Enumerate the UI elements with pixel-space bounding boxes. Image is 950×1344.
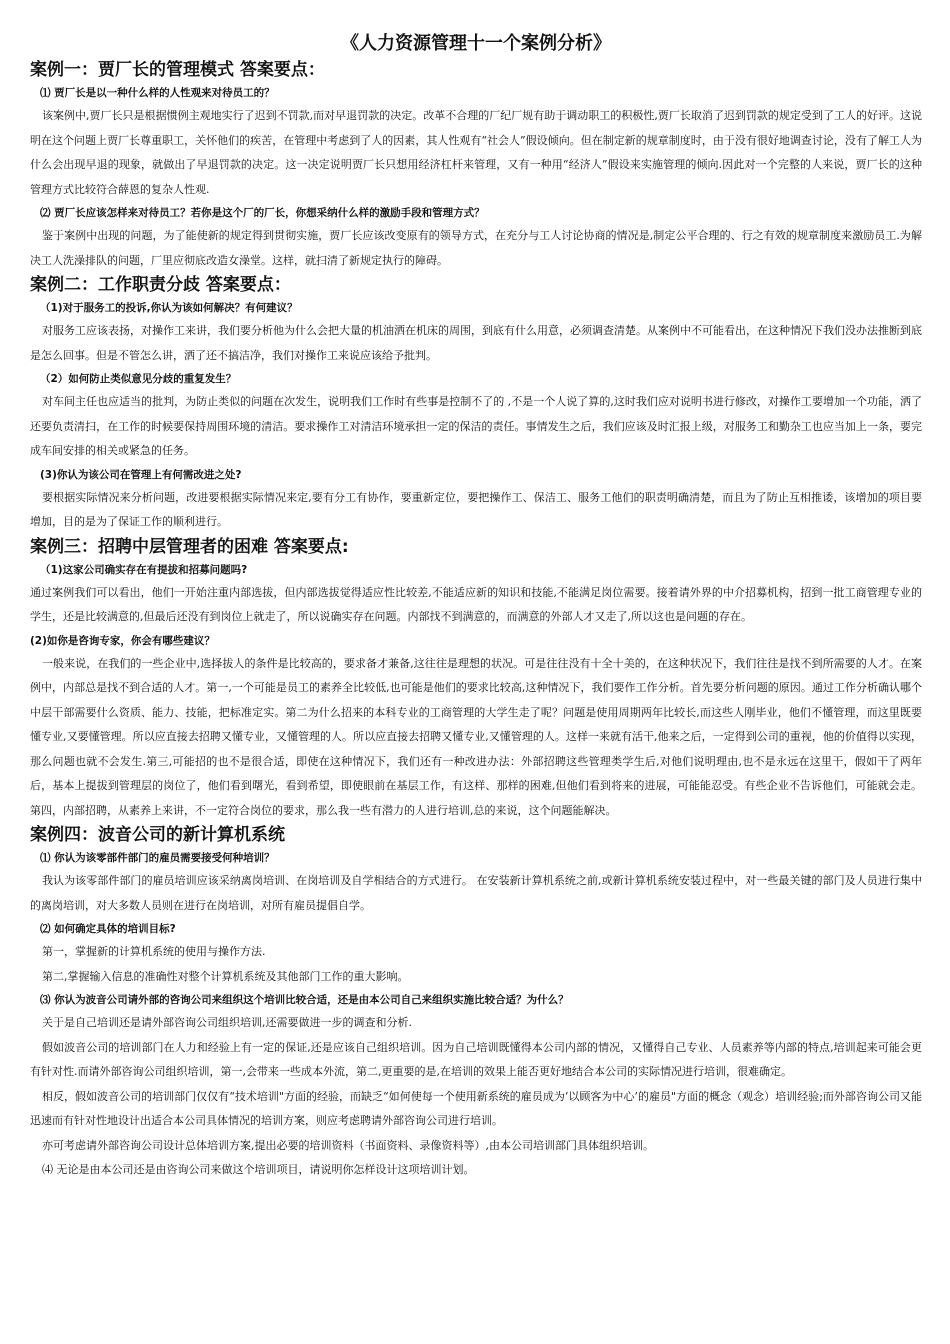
case-3-question-1: （1)这家公司确实存在有提拔和招募问题吗? — [40, 563, 248, 576]
case-1-question-2: ⑵ 贾厂长应该怎样来对待员工？若你是这个厂的厂长，你想采纳什么样的激励手段和管理方式？ — [40, 207, 485, 219]
document-page — [30, 32, 922, 1183]
case-2-answer-1: 对服务工应该表扬，对操作工来讲，我们要分析他为什么会把大量的机油洒在机床的周围，到底有什么用意，必须调查清楚。从案例中不可能看出，在这种情况下我们没办法推断到底是怎么回事。但是不管怎么讲，洒了还不搞洁净，我们对操作工来说应该给予批判。 — [30, 324, 922, 362]
case-3-answer-2: 一般来说，在我们的一些企业中,选择拔人的条件是比较高的，要求备才兼备,这往往是理想的状况。可是往往没有十全十美的，在这种状况下，我们往往是找不到所需要的人才。在案例中，内部总是找不到合适的人才。第一,一个可能是员工的素养全比较低,也可能是他们的要求比较高,这种情况下，我们要作工作分析。首先要分析问题的原因。通过工作分析确认哪个中层干部需要什么资质、能力、技能，把标准定实。第二为什么招来的本科专业的工商管理的大学生走了呢？问题是使用周期两年比较长,而这些人刚毕业，他们不懂管理，而这里既要懂专业,又要懂管理。所以应直接去招聘又懂专业，又懂管理的人。所以应直接去招聘又懂专业,又懂管理的人。这样一来就有活干,他来之后，一定得到公司的重视，他的价值得以实现，那么问题也就不会发生.第三,可能招的也不是很合适，即使在这种情况下，我们还有一种改进办法：外部招聘这些管理类学生后,对他们说明理由,也不是永远在这里干，假如干了两年后，基本上提拔到管理层的岗位了，他们看到曙光，看到希望，即使眼前在基层工作，有这样、那样的困难,但他们看到将来的进展，可能能忍受。有些企业不告诉他们，可能就会走。第四，内部招聘，从素养上来讲，不一定符合岗位的要求，那么我一些有潜力的人进行培训,总的来说，这个问题能解决。 — [30, 656, 922, 817]
case-4-answer-2b: 第二,掌握输入信息的准确性对整个计算机系统及其他部门工作的重大影响。 — [42, 969, 409, 983]
case-4-heading: 案例四：波音公司的新计算机系统 — [30, 825, 285, 845]
case-2-answer-3: 要根据实际情况来分析问题，改进要根据实际情况来定,要有分工有协作，要重新定位，要把操作工、保洁工、服务工他们的职责明确清楚，而且为了防止互相推诿，该增加的项目要增加，目的是为了保证工作的顺利进行。 — [30, 490, 922, 528]
case-3-question-2: (2)如你是咨询专家，你会有哪些建议？ — [30, 634, 215, 647]
case-1-answer-1: 该案例中,贾厂长只是根据惯例主观地实行了迟到不罚款,而对早退罚款的决定。改革不合理的厂纪厂规有助于调动职工的积极性,贾厂长取消了迟到罚款的规定受到了工人的好评。这说明在这个问题上贾厂长尊重职工，关怀他们的疾苦，在管理中考虑到了人的因素，其人性观有“社会人”假设倾向。但在制定新的规章制度时，由于没有很好地调查讨论，没有了解工人为什么会出现早退的现象，就做出了早退罚款的决定。这一决定说明贾厂长只想用经济杠杆来管理，又有一种用“经济人”假设来实施管理的倾向.因此对一个完整的人来说，贾厂长的这种管理方式比较符合薛恩的复杂人性观. — [30, 109, 922, 196]
case-2-heading: 案例二：工作职责分歧 答案要点： — [30, 275, 291, 295]
case-1-question-1: ⑴ 贾厂长是以一种什么样的人性观来对待员工的？ — [40, 87, 275, 99]
case-4-answer-3b: 假如波音公司的培训部门在人力和经验上有一定的保证,还是应该自己组织培训。因为自己培训既懂得本公司内部的情况，又懂得自己专业、人员素养等内部的特点,培训起来可能会更有针对性.而请外部咨询公司组织培训，第一,会带来一些成本外流，第二,更重要的是,在培训的效果上能否更好地结合本公司的实际情况进行培训，很难确定。 — [30, 1040, 922, 1078]
case-3-answer-1: 通过案例我们可以看出，他们一开始注重内部选拔，但内部选拔觉得适应性比较差,不能适应新的知识和技能,不能满足岗位需要。接着请外界的中介招募机构，招到一批工商管理专业的学生，还是比较满意的,但最后还没有到岗位上就走了，所以说确实存在问题。内部找不到满意的，而满意的外部人才又走了,所以这也是问题的存在。 — [30, 585, 922, 623]
case-1-answer-2: 鉴于案例中出现的问题，为了能使新的规定得到贯彻实施，贾厂长应该改变原有的领导方式，在充分与工人讨论协商的情况是,制定公平合理的、行之有效的规章制度来激励员工.为解决工人洗澡排队的问题，厂里应彻底改造女澡堂。这样，就扫清了新规定执行的障碍。 — [30, 229, 922, 267]
case-2-question-3: (3)你认为该公司在管理上有何需改进之处? — [40, 468, 242, 481]
document-title: 《人力资源管理十一个案例分析》 — [341, 33, 611, 54]
case-4-question-3: ⑶ 你认为波音公司请外部的咨询公司来组织这个培训比较合适，还是由本公司自己来组织实施比较合适？为什么？ — [40, 994, 569, 1006]
case-4-question-1: ⑴ 你认为该零部件部门的雇员需要接受何种培训？ — [40, 852, 275, 864]
case-4-question-2: ⑵ 如何确定具体的培训目标? — [40, 923, 176, 935]
case-2-answer-2: 对车间主任也应适当的批判，为防止类似的问题在次发生，说明我们工作时有些事是控制不了的 ,不是一个人说了算的,这时我们应对说明书进行修改，对操作工要增加一个功能，洒了还要负责清扫，在工作的时候要保持周围环境的清洁。要求操作工对清洁环境承担一定的保洁的责任。事情发生之后，我们应该及时汇报上级，对服务工和勤杂工也应当加上一条，要完成车间安排的相关或紧急的任务。 — [30, 395, 922, 457]
case-4-answer-3c: 相反，假如波音公司的培训部门仅仅有“技术培训"方面的经验，而缺乏“如何使每一个使用新系统的雇员成为‘以顾客为中心’的雇员"方面的概念（观念）培训经验;而外部咨询公司又能迅速而有针对性地设计出适合本公司具体情况的培训方案，则应考虑聘请外部咨询公司进行培训。 — [30, 1089, 922, 1127]
case-4-answer-3a: 关于是自己培训还是请外部咨询公司组织培训,还需要做进一步的调查和分析. — [42, 1016, 412, 1029]
case-4-answer-2a: 第一，掌握新的计算机系统的使用与操作方法. — [42, 945, 266, 958]
case-2-question-2: （2）如何防止类似意见分歧的重复发生？ — [40, 373, 237, 385]
case-4-answer-3d: 亦可考虑请外部咨询公司设计总体培训方案,提出必要的培训资料（书面资料、录像资料等）,由本公司培训部门具体组织培训。 — [42, 1138, 654, 1152]
case-4-question-4: ⑷ 无论是由本公司还是由咨询公司来做这个培训项目，请说明你怎样设计这项培训计划。 — [42, 1163, 475, 1176]
case-3-heading: 案例三：招聘中层管理者的困难 答案要点: — [30, 536, 349, 557]
case-2-question-1: （1)对于服务工的投诉,你认为该如何解决？有何建议？ — [40, 302, 298, 314]
case-4-answer-1: 我认为该零部件部门的雇员培训应该采纳离岗培训、在岗培训及自学相结合的方式进行。 在安装新计算机系统之前,或新计算机系统安装过程中，对一些最关键的部门及人员进行集中的离岗培训，对大多数人员则在进行在岗培训，对所有雇员提倡自学。 — [30, 874, 922, 912]
case-1-heading: 案例一：贾厂长的管理模式 答案要点： — [30, 60, 325, 80]
